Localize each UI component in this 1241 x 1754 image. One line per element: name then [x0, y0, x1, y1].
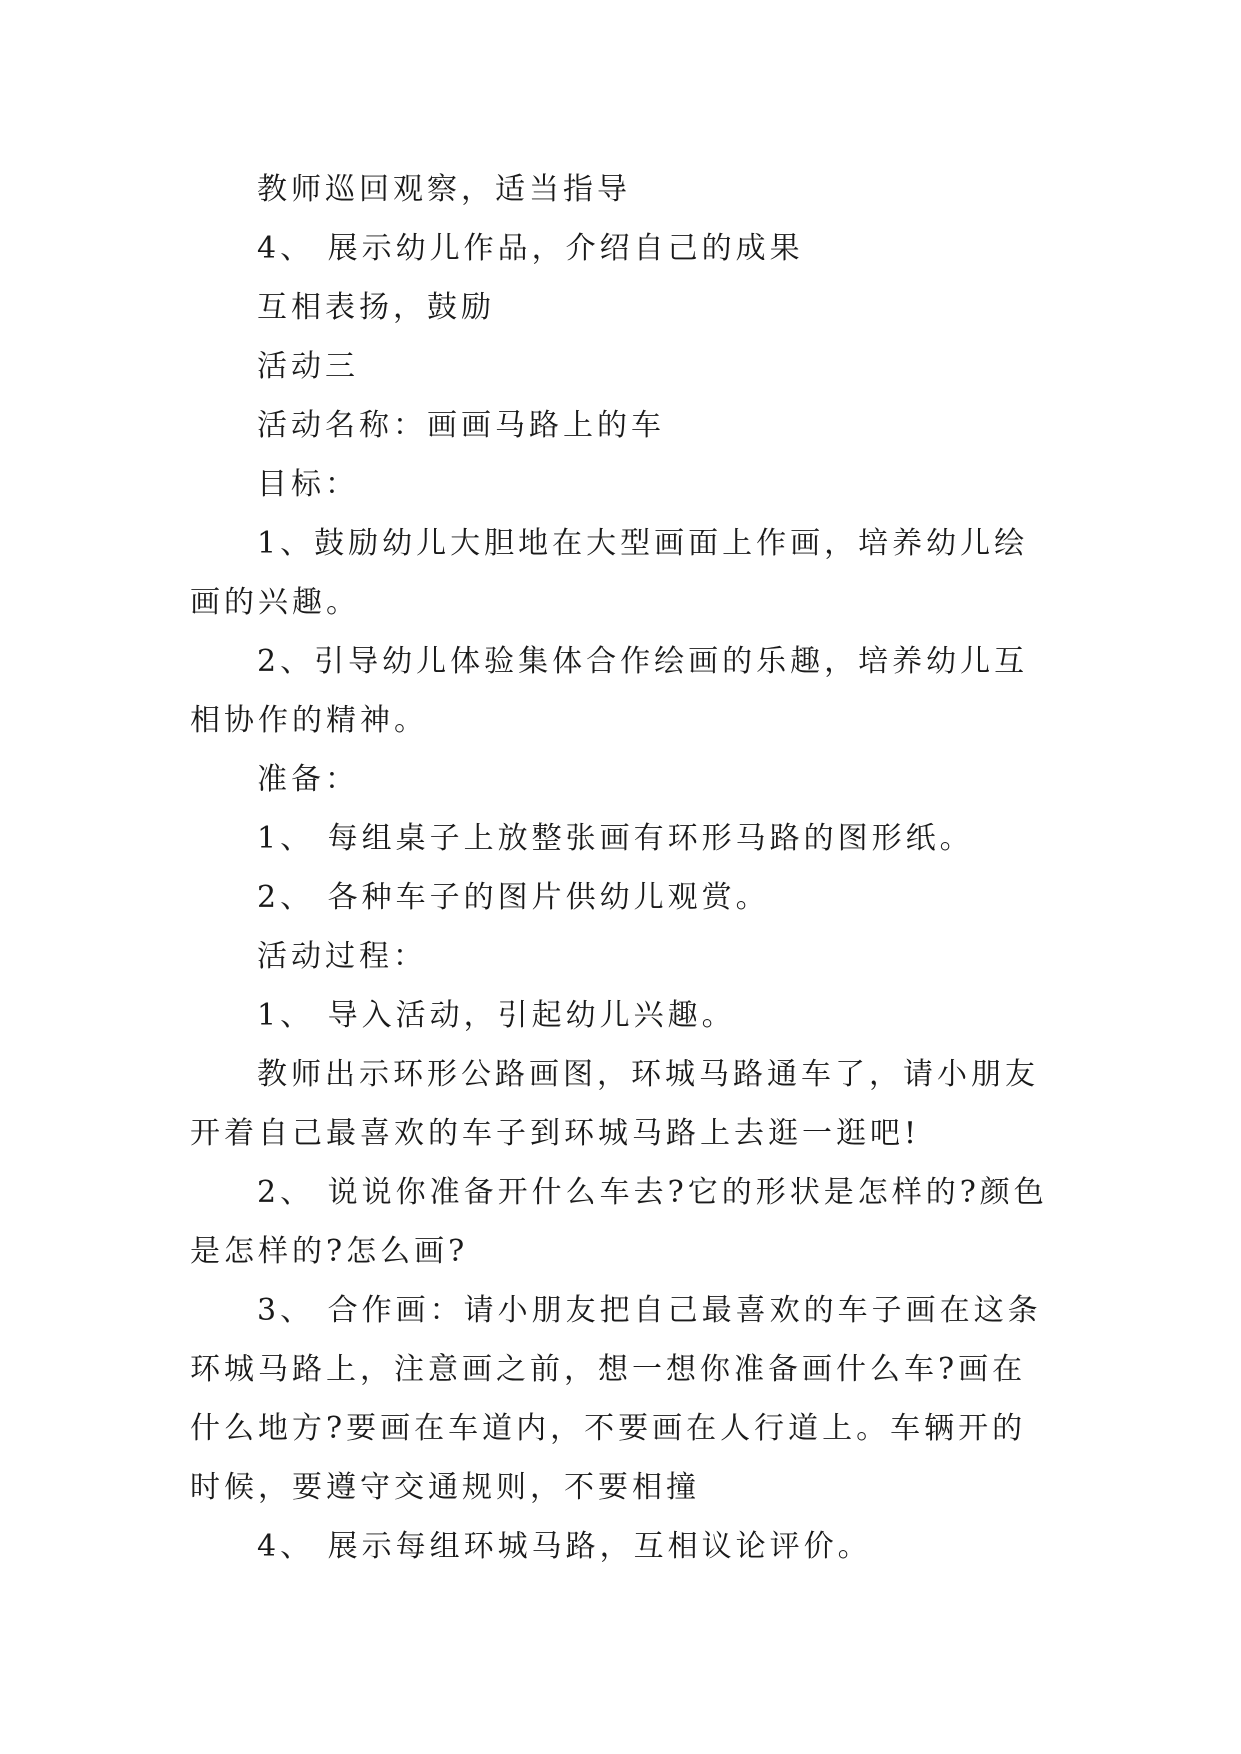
paragraph-activity-name: 活动名称：画画马路上的车	[257, 408, 665, 443]
paragraph-prep-1: 1、 每组桌子上放整张画有环形马路的图形纸。	[257, 821, 974, 856]
paragraph-process-4: 4、 展示每组环城马路，互相议论评价。	[257, 1529, 872, 1564]
paragraph-preparation-heading: 准备：	[257, 762, 359, 797]
paragraph-teacher-shows-map: 教师出示环形公路画图，环城马路通车了，请小朋友开着自己最喜欢的车子到环城马路上去逛一逛吧!	[190, 1057, 1039, 1151]
paragraph-process-1: 1、 导入活动，引起幼儿兴趣。	[257, 998, 736, 1033]
paragraph-goal-2: 2、引导幼儿体验集体合作绘画的乐趣，培养幼儿互相协作的精神。	[190, 644, 1029, 738]
paragraph-process-2: 2、 说说你准备开什么车去?它的形状是怎样的?颜色是怎样的?怎么画?	[190, 1175, 1048, 1269]
paragraph-activity-three: 活动三	[257, 349, 359, 384]
paragraph-praise: 互相表扬，鼓励	[257, 290, 495, 325]
paragraph-goals-heading: 目标：	[257, 467, 359, 502]
paragraph-process-heading: 活动过程：	[257, 939, 427, 974]
paragraph-prep-2: 2、 各种车子的图片供幼儿观赏。	[257, 880, 770, 915]
paragraph-step4-show-works: 4、 展示幼儿作品，介绍自己的成果	[257, 231, 804, 266]
paragraph-teacher-observe: 教师巡回观察，适当指导	[257, 172, 631, 207]
document-body	[190, 160, 1060, 1576]
paragraph-goal-1: 1、鼓励幼儿大胆地在大型画面上作画，培养幼儿绘画的兴趣。	[190, 526, 1029, 620]
paragraph-process-3: 3、 合作画：请小朋友把自己最喜欢的车子画在这条环城马路上，注意画之前，想一想你准备画什么车?画在什么地方?要画在车道内，不要画在人行道上。车辆开的时候，要遵守交通规则，不要相撞	[190, 1293, 1042, 1505]
